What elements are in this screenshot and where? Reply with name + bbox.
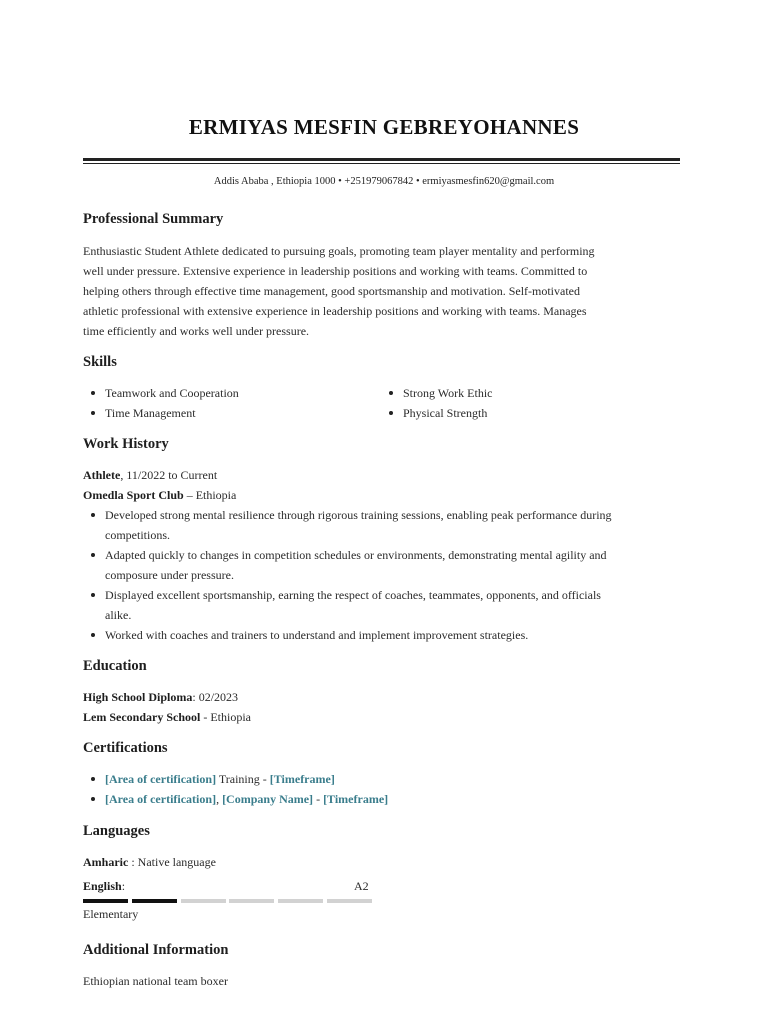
additional-heading: Additional Information [83,942,229,958]
cert-area-placeholder: [Area of certification] [105,772,217,786]
skills-heading: Skills [83,354,117,370]
skill-item: Strong Work Ethic [381,383,661,403]
work-bullet: Displayed excellent sportsmanship, earning the respect of coaches, teammates, opponents, and officials alike. [83,585,683,625]
degree: High School Diploma [83,690,193,704]
job-title-line [83,465,683,485]
proficiency-bar-filled [83,899,128,903]
cert-timeframe-placeholder: [Timeframe] [323,792,389,806]
proficiency-bar-filled [132,899,177,903]
company-location: – Ethiopia [183,488,237,502]
degree-line [83,687,683,707]
language-level: : Native language [128,855,216,869]
job-title: Athlete [83,468,121,482]
proficiency-bar-empty [181,899,226,903]
summary-heading: Professional Summary [83,211,224,227]
cert-area-placeholder: [Area of certification] [105,792,217,806]
summary-line: helping others through effective time management, good sportsmanship and motivation. Self-motivated [83,284,581,298]
work-bullet: Adapted quickly to changes in competition schedules or environments, demonstrating mental agility and composure under pressure. [83,545,683,585]
candidate-name: ERMIYAS MESFIN GEBREYOHANNES [188,115,580,139]
languages-heading: Languages [83,823,150,839]
language-name: English [83,879,122,893]
work-heading: Work History [83,436,169,452]
job-dates: , 11/2022 to Current [120,468,218,482]
skill-item: Teamwork and Cooperation [83,383,363,403]
skill-item: Time Management [83,403,363,423]
proficiency-bar-empty [278,899,323,903]
summary-line: athletic professional with extensive experience in leadership positions and working with teams. Manages [83,304,587,318]
summary-text [83,241,683,341]
additional-text: Ethiopian national team boxer [83,974,228,988]
certification-item: [Area of certification] Training - [Timeframe] [83,769,683,789]
company-name: Omedla Sport Club [83,488,184,502]
work-bullet: Developed strong mental resilience through rigorous training sessions, enabling peak performance during competitions. [83,505,683,545]
education-heading: Education [83,658,147,674]
proficiency-bar-empty [229,899,274,903]
company-line [83,485,683,505]
contact-line: Addis Ababa , Ethiopia 1000 • +251979067842 • ermiyasmesfin620@gmail.com [213,176,555,187]
certifications-heading: Certifications [83,740,168,756]
proficiency-bar-empty [327,899,372,903]
language-english: English: [83,879,126,893]
header-rule-thick [83,158,680,161]
degree-date: : 02/2023 [192,690,239,704]
certifications-list [83,769,683,809]
school-name: Lem Secondary School [83,710,201,724]
work-bullets [83,505,683,645]
summary-line: well under pressure. Extensive experience in leadership positions and working with teams. Committed to [83,264,588,278]
language-name: Amharic [83,855,129,869]
certification-item: [Area of certification], [Company Name] - [Timeframe] [83,789,683,809]
cert-timeframe-placeholder: [Timeframe] [269,772,335,786]
language-code: A2 [354,879,369,893]
summary-line: Enthusiastic Student Athlete dedicated to pursuing goals, promoting team player mentality and performing [83,244,595,258]
skills-list-left [83,383,363,423]
skills-list-right [381,383,661,423]
school-line [83,707,683,727]
summary-line: time efficiently and works well under pressure. [83,324,310,338]
work-bullet: Worked with coaches and trainers to understand and implement improvement strategies. [83,625,683,645]
skill-item: Physical Strength [381,403,661,423]
header-rule-thin [83,163,680,164]
school-location: - Ethiopia [200,710,251,724]
language-amharic [83,852,683,872]
language-level-label: Elementary [83,907,139,921]
cert-company-placeholder: [Company Name] [222,792,314,806]
